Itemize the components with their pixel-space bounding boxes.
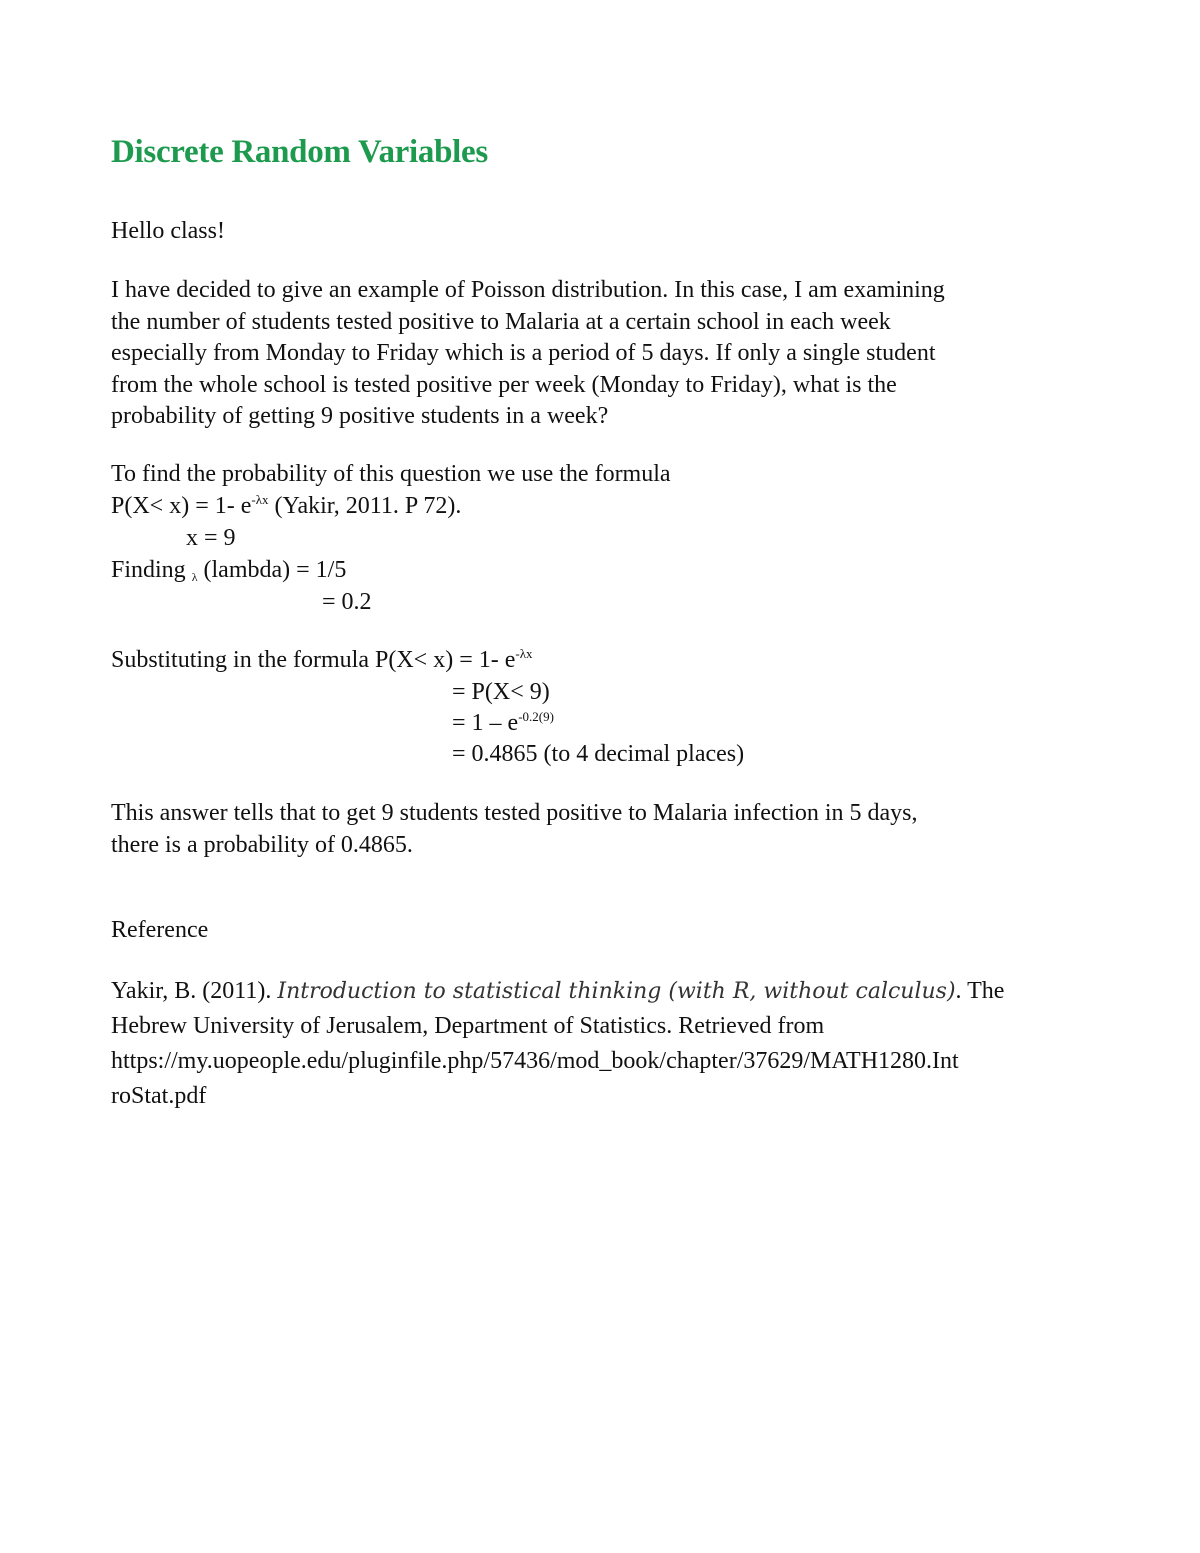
- reference-entry: [111, 974, 1091, 1114]
- substitution-step-2: [452, 708, 554, 740]
- formula-citation: (Yakir, 2011. P 72).: [268, 493, 462, 519]
- reference-heading: Reference: [111, 917, 209, 943]
- conclusion-line: This answer tells that to get 9 students tested positive to Malaria infection in 5 days,: [111, 800, 918, 826]
- conclusion-line: there is a probability of 0.4865.: [111, 831, 413, 858]
- x-value-line: x = 9: [186, 525, 236, 551]
- formula-exponent: -λx: [251, 492, 269, 507]
- lambda-result: = 0.2: [322, 589, 372, 615]
- lambda-prefix: Finding: [111, 557, 192, 583]
- reference-url-line-1[interactable]: https://my.uopeople.edu/pluginfile.php/57436/mod_book/chapter/37629/MATH1280.Int: [111, 1048, 959, 1074]
- step-2-exponent: -0.2(9): [518, 709, 554, 724]
- substitution-prefix: Substituting in the formula P(X< x) = 1- e: [111, 647, 516, 673]
- step-2-base: = 1 – e: [452, 710, 519, 736]
- intro-line: from the whole school is tested positive per week (Monday to Friday), what is the: [111, 371, 897, 398]
- page-title: Discrete Random Variables: [111, 134, 488, 170]
- reference-line-1: [111, 974, 1091, 1009]
- substitution-step-3: = 0.4865 (to 4 decimal places): [452, 741, 745, 767]
- reference-after-title: . The: [955, 978, 1005, 1004]
- lambda-suffix: (lambda) = 1/5: [197, 557, 347, 583]
- formula-line: [111, 491, 461, 523]
- formula-intro: To find the probability of this question we use the formula: [111, 461, 671, 487]
- intro-line: especially from Monday to Friday which is a period of 5 days. If only a single student: [111, 340, 936, 366]
- lambda-line: [111, 555, 346, 587]
- substitution-exponent: -λx: [515, 646, 533, 661]
- substitution-line: [111, 645, 533, 677]
- reference-book-title: Introduction to statistical thinking (with R, without calculus): [277, 979, 956, 1004]
- conclusion-paragraph: [111, 798, 1091, 861]
- intro-paragraph: [111, 275, 1091, 433]
- greeting: Hello class!: [111, 218, 225, 244]
- reference-line-2: Hebrew University of Jerusalem, Department of Statistics. Retrieved from: [111, 1013, 825, 1039]
- lambda-symbol: λ: [191, 570, 198, 584]
- intro-line: the number of students tested positive to Malaria at a certain school in each week: [111, 308, 891, 335]
- reference-url-line-2[interactable]: roStat.pdf: [111, 1083, 207, 1109]
- substitution-step-1: = P(X< 9): [452, 679, 550, 705]
- intro-line: probability of getting 9 positive students in a week?: [111, 403, 609, 429]
- intro-line: I have decided to give an example of Poisson distribution. In this case, I am examining: [111, 277, 945, 303]
- reference-author: Yakir, B. (2011).: [111, 978, 278, 1004]
- formula-lhs: P(X< x) = 1- e: [111, 493, 252, 519]
